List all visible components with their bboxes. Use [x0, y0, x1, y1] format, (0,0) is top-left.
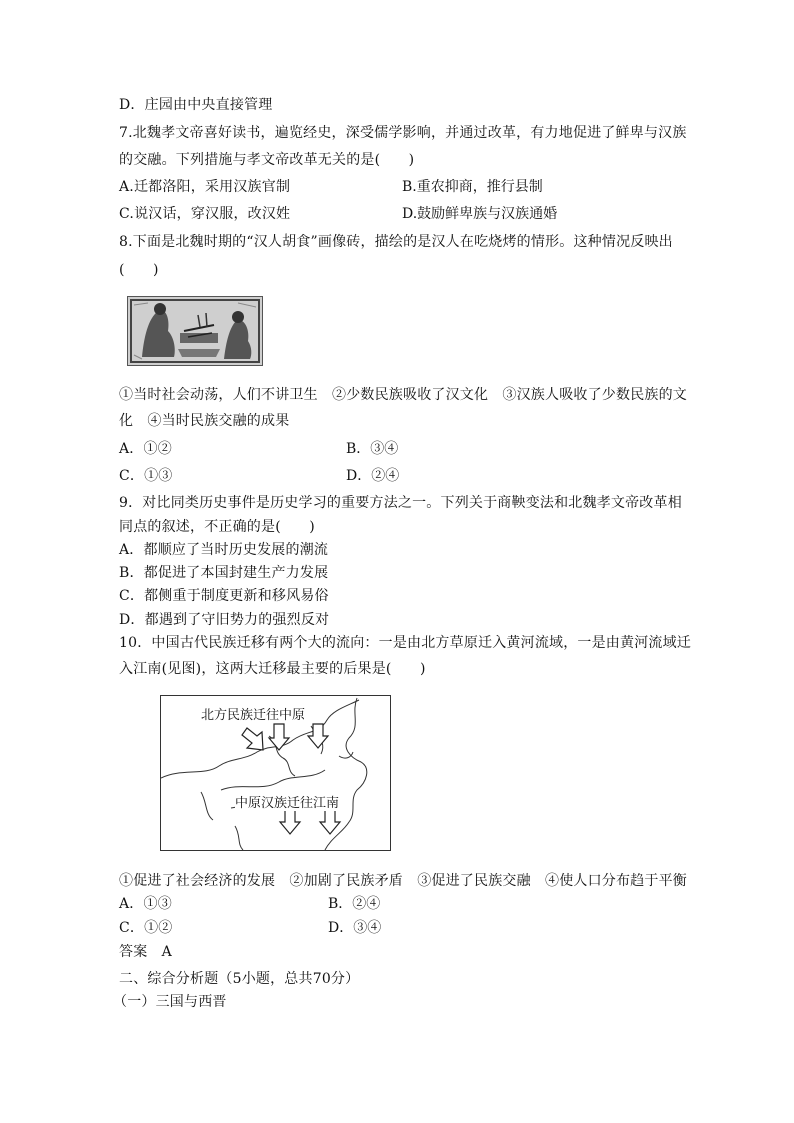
question-7-stem: 7.北魏孝文帝喜好读书，遍览经史，深受儒学影响，并通过改革，有力地促进了鲜卑与汉族: [119, 125, 687, 141]
section-subheading: （一）三国与西晋: [113, 994, 227, 1010]
question-7-option-c: C.说汉话，穿汉服，改汉姓: [119, 206, 291, 222]
question-10-option-d: D．③④: [328, 920, 382, 936]
question-10-option-b: B．②④: [328, 896, 381, 912]
migration-arrow-4: [280, 810, 300, 834]
migration-arrow-1: [242, 728, 263, 750]
brick-painting-image: [127, 296, 263, 366]
section-heading: 二、综合分析题（5小题，总共70分）: [119, 971, 360, 987]
question-6-option-d: D．庄园由中央直接管理: [119, 97, 273, 113]
question-9-option-b: B．都促进了本国封建生产力发展: [119, 565, 329, 581]
question-10-option-c: C．①②: [119, 920, 173, 936]
question-9-option-a: A．都顺应了当时历史发展的潮流: [119, 542, 329, 558]
map-label-north: 北方民族迁往中原: [201, 708, 306, 723]
question-8-option-b: B．③④: [346, 441, 399, 457]
question-10-statements: ①促进了社会经济的发展 ②加剧了民族矛盾 ③促进了民族交融 ④使人口分布趋于平衡: [119, 873, 687, 889]
question-10-stem-cont: 入江南(见图)，这两大迁移最主要的后果是( ): [119, 661, 426, 677]
question-10-answer: 答案 A: [119, 944, 172, 960]
question-10-stem: 10．中国古代民族迁移有两个大的流向：一是由北方草原迁入黄河流域，一是由黄河流域迁: [119, 635, 692, 651]
migration-arrow-2: [269, 724, 289, 750]
map-label-south: 中原汉族迁往江南: [235, 792, 339, 811]
migration-map: [160, 695, 391, 851]
question-9-option-c: C．都侧重于制度更新和移风易俗: [119, 588, 329, 604]
question-7-option-a: A.迁都洛阳，采用汉族官制: [119, 179, 291, 195]
question-10-option-a: A．①③: [119, 896, 172, 912]
migration-arrow-5: [320, 810, 340, 834]
question-7-option-b: B.重农抑商，推行县制: [402, 179, 543, 195]
question-8-option-d: D．②④: [346, 468, 400, 484]
question-9-stem-cont: 同点的叙述，不正确的是( ): [119, 519, 315, 535]
question-8-option-a: A．①②: [119, 441, 172, 457]
question-7-stem-cont: 的交融。下列措施与孝文帝改革无关的是( ): [119, 152, 415, 168]
migration-arrow-3: [308, 724, 328, 748]
question-8-option-c: C．①③: [119, 468, 173, 484]
question-8-statements: ①当时社会动荡，人们不讲卫生 ②少数民族吸收了汉文化 ③汉族人吸收了少数民族的文: [119, 387, 687, 403]
question-8-statements-cont: 化 ④当时民族交融的成果: [119, 413, 290, 429]
question-9-option-d: D．都遇到了守旧势力的强烈反对: [119, 612, 330, 628]
question-8-stem-cont: ( ): [119, 262, 159, 278]
question-7-option-d: D.鼓励鲜卑族与汉族通婚: [402, 206, 558, 222]
question-8-stem: 8.下面是北魏时期的“汉人胡食”画像砖，描绘的是汉人在吃烧烤的情形。这种情况反映出: [119, 234, 673, 250]
question-9-stem: 9．对比同类历史事件是历史学习的重要方法之一。下列关于商鞅变法和北魏孝文帝改革相: [119, 495, 682, 511]
